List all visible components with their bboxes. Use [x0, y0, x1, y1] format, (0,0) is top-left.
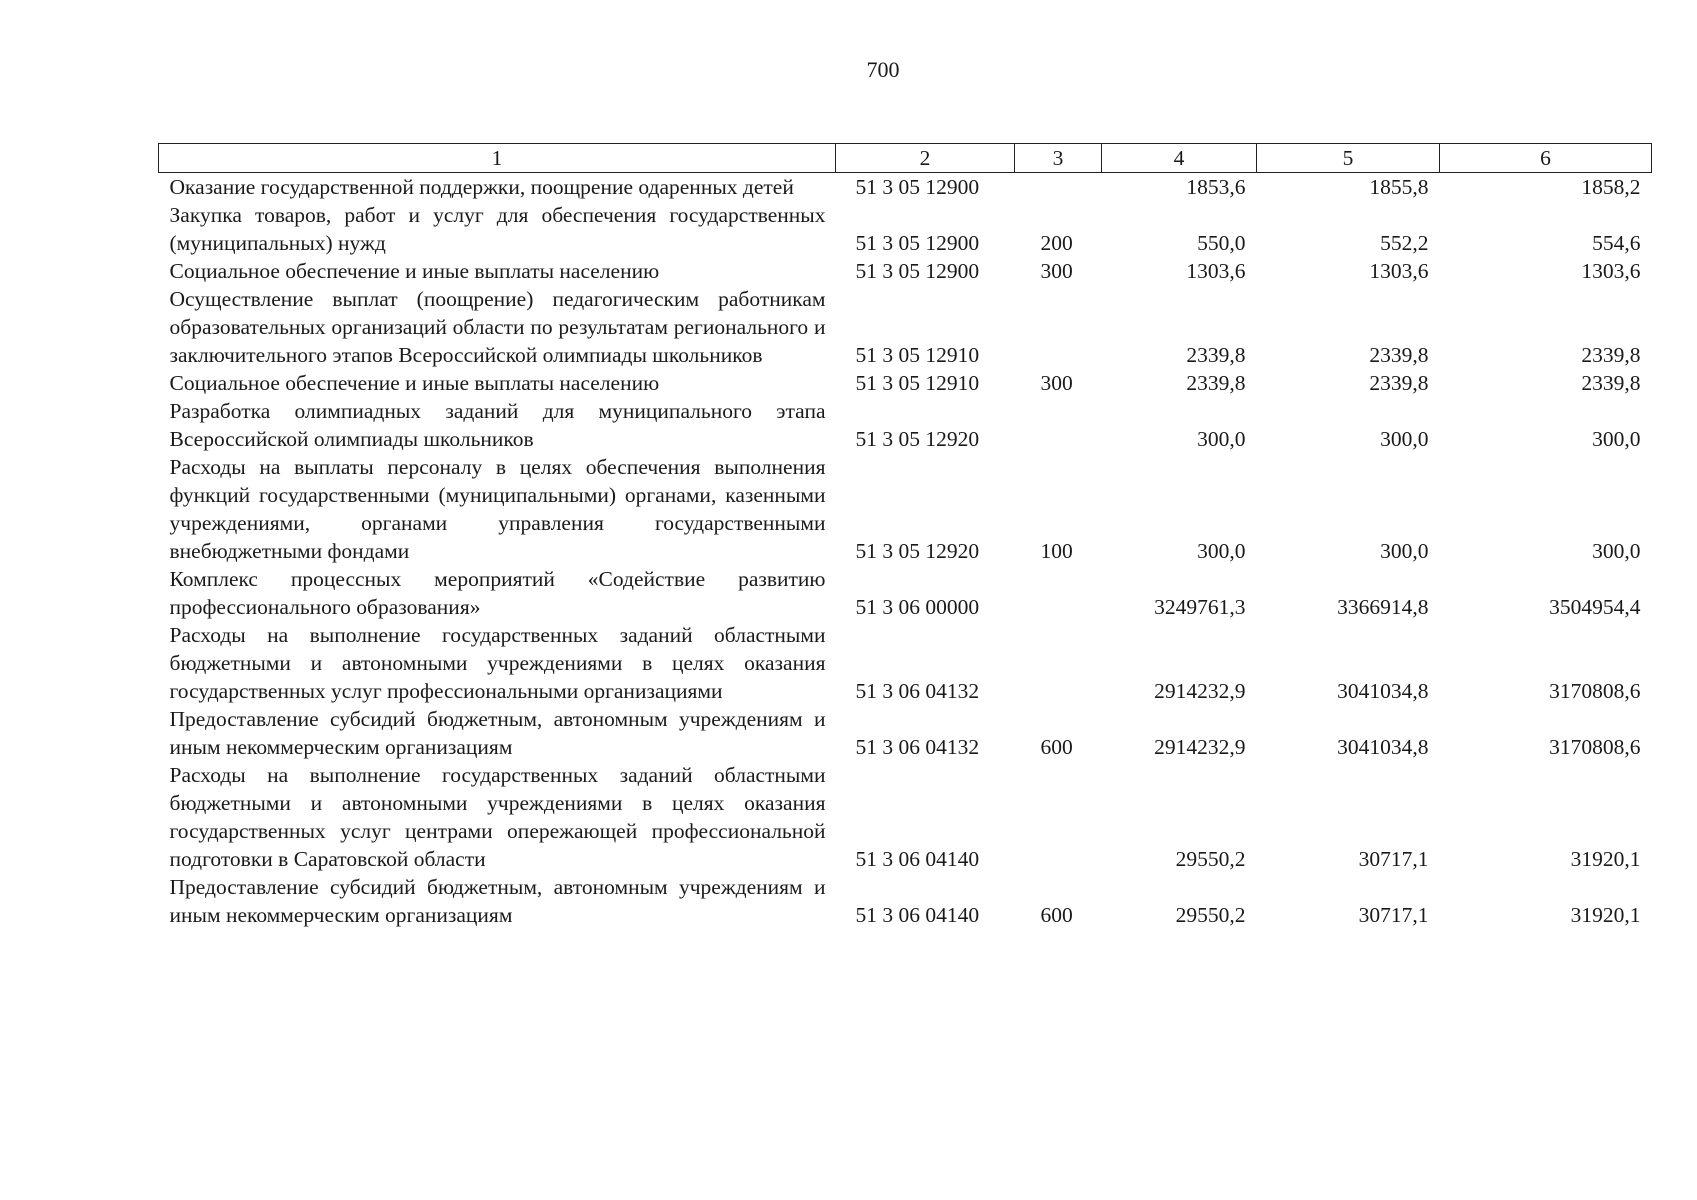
row-value-year-2: 1303,6 [1369, 259, 1429, 283]
row-code: 51 3 05 12920 [855, 427, 980, 451]
row-value-year-3: 2339,8 [1581, 371, 1641, 395]
row-value-year-2: 2339,8 [1369, 371, 1429, 395]
table-row [159, 453, 1652, 565]
row-value-year-2: 3366914,8 [1337, 595, 1429, 619]
row-code: 51 3 05 12900 [855, 175, 980, 199]
table-row [159, 621, 1652, 705]
row-name: Расходы на выплаты персоналу в целях обеспечения выполнения функций государственными (муниципальными) органами, казенными учреждениями, органами управления государственными внебюджетными фондами [169, 455, 826, 563]
row-value-year-1: 2339,8 [1186, 371, 1246, 395]
row-name: Комплекс процессных мероприятий «Содействие развитию профессионального образования» [169, 567, 826, 619]
row-value-year-3: 31920,1 [1570, 847, 1641, 871]
row-expense-type [1015, 761, 1102, 873]
row-value-year-2: 552,2 [1380, 231, 1429, 255]
column-header-6: 6 [1440, 144, 1652, 173]
row-value-year-1: 2914232,9 [1154, 735, 1246, 759]
row-expense-type: 100 [1040, 539, 1073, 563]
row-name: Социальное обеспечение и иные выплаты населению [169, 371, 660, 395]
row-expense-type [1015, 565, 1102, 621]
row-expense-type: 300 [1040, 371, 1073, 395]
row-value-year-3: 1303,6 [1581, 259, 1641, 283]
row-value-year-2: 30717,1 [1358, 847, 1429, 871]
row-name: Осуществление выплат (поощрение) педагогическим работникам образовательных организаций области по результатам регионального и заключительного этапов Всероссийской олимпиады школьников [169, 287, 826, 367]
row-value-year-2: 3041034,8 [1337, 679, 1429, 703]
row-code: 51 3 06 00000 [855, 595, 980, 619]
row-code: 51 3 06 04140 [855, 903, 980, 927]
row-code: 51 3 06 04140 [855, 847, 980, 871]
row-value-year-2: 3041034,8 [1337, 735, 1429, 759]
row-value-year-1: 2339,8 [1186, 343, 1246, 367]
row-value-year-2: 2339,8 [1369, 343, 1429, 367]
table-row [159, 705, 1652, 761]
row-value-year-3: 2339,8 [1581, 343, 1641, 367]
row-expense-type: 600 [1040, 735, 1073, 759]
row-code: 51 3 06 04132 [855, 679, 980, 703]
row-value-year-1: 1303,6 [1186, 259, 1246, 283]
row-value-year-1: 1853,6 [1186, 175, 1246, 199]
budget-table [158, 143, 1652, 929]
column-header-5: 5 [1257, 144, 1440, 173]
row-name: Социальное обеспечение и иные выплаты населению [169, 259, 660, 283]
page-number: 700 [866, 57, 900, 82]
row-value-year-3: 554,6 [1592, 231, 1641, 255]
table-row [159, 201, 1652, 257]
table-header-row [159, 144, 1652, 173]
column-header-4: 4 [1102, 144, 1257, 173]
row-value-year-2: 300,0 [1380, 539, 1429, 563]
row-name: Разработка олимпиадных заданий для муниципального этапа Всероссийской олимпиады школьников [169, 399, 826, 451]
column-header-1: 1 [159, 144, 836, 173]
row-name: Расходы на выполнение государственных заданий областными бюджетными и автономными учреждениями в целях оказания государственных услуг профессиональными организациями [169, 623, 826, 703]
row-value-year-3: 1858,2 [1581, 175, 1641, 199]
row-name: Предоставление субсидий бюджетным, автономным учреждениям и иным некоммерческим организациям [169, 875, 826, 927]
table-row [159, 173, 1652, 202]
row-value-year-1: 29550,2 [1175, 847, 1246, 871]
row-expense-type: 200 [1040, 231, 1073, 255]
table-body [159, 173, 1652, 930]
table-row [159, 257, 1652, 285]
row-name: Расходы на выполнение государственных заданий областными бюджетными и автономными учреждениями в целях оказания государственных услуг центрами опережающей профессиональной подготовки в Саратовской области [169, 763, 826, 871]
row-value-year-2: 30717,1 [1358, 903, 1429, 927]
row-expense-type [1015, 173, 1102, 202]
row-code: 51 3 05 12900 [855, 231, 980, 255]
table-row [159, 397, 1652, 453]
row-code: 51 3 05 12910 [855, 371, 980, 395]
row-value-year-3: 3504954,4 [1549, 595, 1641, 619]
row-value-year-3: 3170808,6 [1549, 735, 1641, 759]
table-row [159, 369, 1652, 397]
row-code: 51 3 05 12920 [855, 539, 980, 563]
row-value-year-1: 2914232,9 [1154, 679, 1246, 703]
row-name: Предоставление субсидий бюджетным, автономным учреждениям и иным некоммерческим организациям [169, 707, 826, 759]
row-value-year-1: 3249761,3 [1154, 595, 1246, 619]
row-value-year-3: 3170808,6 [1549, 679, 1641, 703]
row-value-year-2: 1855,8 [1369, 175, 1429, 199]
table-row [159, 565, 1652, 621]
row-value-year-3: 31920,1 [1570, 903, 1641, 927]
row-value-year-1: 300,0 [1197, 539, 1246, 563]
row-value-year-1: 550,0 [1197, 231, 1246, 255]
table-row [159, 761, 1652, 873]
row-value-year-2: 300,0 [1380, 427, 1429, 451]
column-header-3: 3 [1015, 144, 1102, 173]
row-name: Закупка товаров, работ и услуг для обеспечения государственных (муниципальных) нужд [169, 203, 826, 255]
row-value-year-1: 300,0 [1197, 427, 1246, 451]
row-value-year-3: 300,0 [1592, 427, 1641, 451]
row-expense-type: 300 [1040, 259, 1073, 283]
row-code: 51 3 06 04132 [855, 735, 980, 759]
row-expense-type [1015, 621, 1102, 705]
row-code: 51 3 05 12910 [855, 343, 980, 367]
row-expense-type [1015, 285, 1102, 369]
column-header-2: 2 [836, 144, 1015, 173]
row-value-year-1: 29550,2 [1175, 903, 1246, 927]
row-value-year-3: 300,0 [1592, 539, 1641, 563]
row-code: 51 3 05 12900 [855, 259, 980, 283]
table-row [159, 285, 1652, 369]
row-expense-type: 600 [1040, 903, 1073, 927]
table-row [159, 873, 1652, 929]
row-name: Оказание государственной поддержки, поощрение одаренных детей [169, 175, 794, 199]
row-expense-type [1015, 397, 1102, 453]
